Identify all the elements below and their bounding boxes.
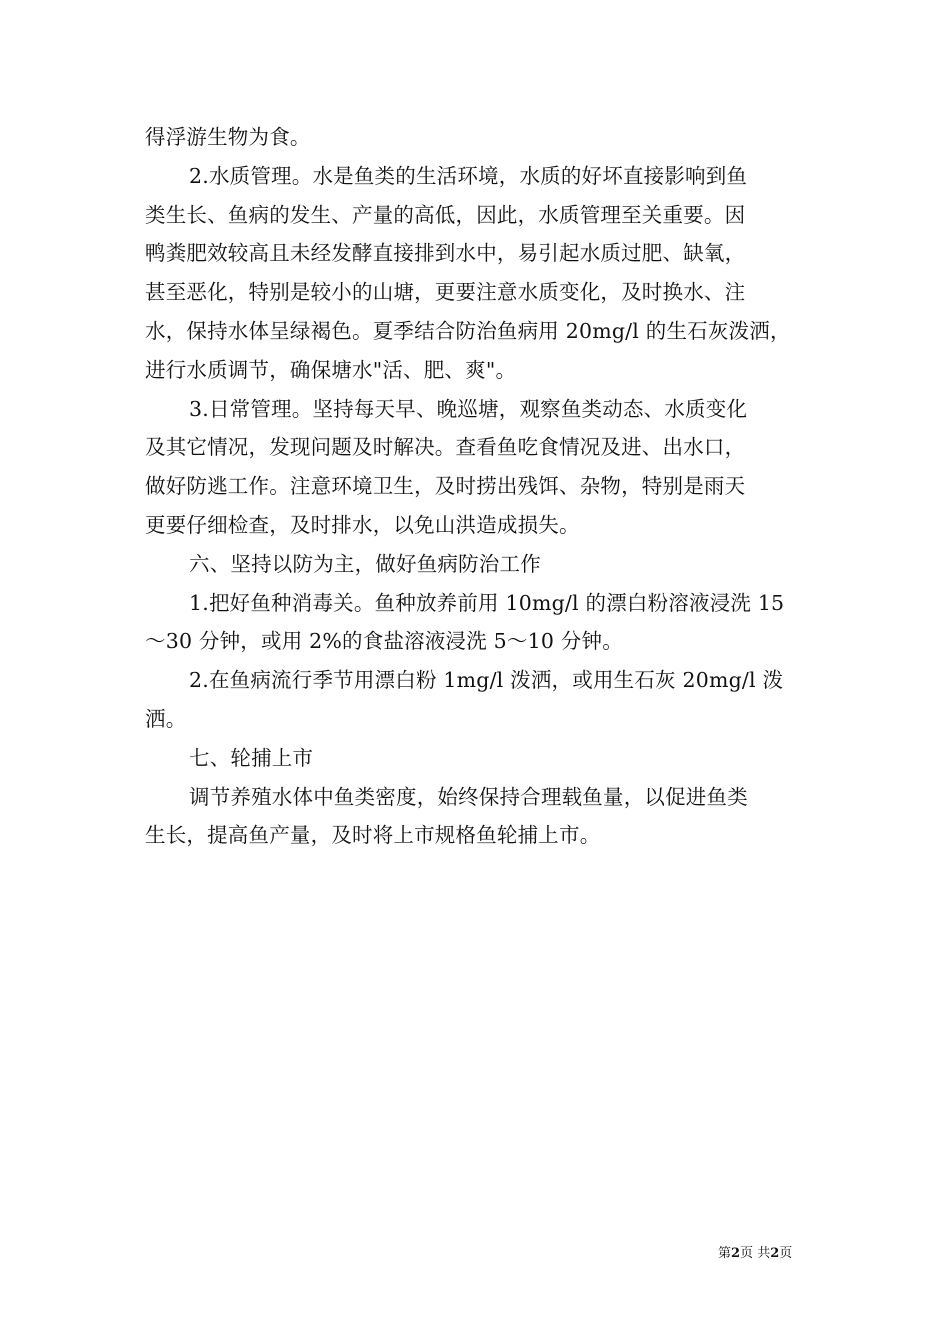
text-line: 水，保持水体呈绿褐色。夏季结合防治鱼病用 20mg/l 的生石灰泼洒， — [145, 318, 791, 343]
text-line: 六、坚持以防为主，做好鱼病防治工作 — [189, 551, 541, 576]
text-line: 进行水质调节，确保塘水"活、肥、爽"。 — [145, 357, 517, 382]
page-footer — [718, 1245, 792, 1263]
footer-total-pages: 2 — [770, 1246, 780, 1261]
text-line: 及其它情况，发现问题及时解决。查看鱼吃食情况及进、出水口， — [145, 435, 746, 460]
footer-prefix: 第 — [718, 1246, 732, 1261]
text-line: 得浮游生物为食。 — [145, 125, 311, 149]
text-line: 调节养殖水体中鱼类密度，始终保持合理载鱼量，以促进鱼类 — [189, 784, 748, 809]
text-line: 3.日常管理。坚持每天早、晚巡塘，观察鱼类动态、水质变化 — [189, 396, 748, 421]
footer-middle: 页 共 — [740, 1246, 771, 1261]
text-line: ～30 分钟，或用 2%的食盐溶液浸洗 5～10 分钟。 — [145, 629, 623, 654]
text-line: 鸭粪肥效较高且未经发酵直接排到水中，易引起水质过肥、缺氧， — [145, 241, 746, 266]
text-line: 做好防逃工作。注意环境卫生，及时捞出残饵、杂物，特别是雨天 — [145, 474, 746, 499]
text-line: 2.水质管理。水是鱼类的生活环境，水质的好坏直接影响到鱼 — [189, 163, 748, 188]
text-line: 2.在鱼病流行季节用漂白粉 1mg/l 泼洒，或用生石灰 20mg/l 泼 — [189, 668, 784, 693]
document-body — [145, 118, 810, 855]
text-line: 更要仔细检查，及时排水，以免山洪造成损失。 — [145, 512, 580, 537]
text-line: 类生长、鱼病的发生、产量的高低，因此，水质管理至关重要。因 — [145, 202, 746, 227]
text-line: 1.把好鱼种消毒关。鱼种放养前用 10mg/l 的漂白粉溶液浸洗 15 — [189, 590, 785, 615]
text-line: 七、轮捕上市 — [189, 745, 314, 770]
text-line: 洒。 — [145, 706, 187, 731]
footer-current-page: 2 — [731, 1246, 741, 1261]
text-line: 生长，提高鱼产量，及时将上市规格鱼轮捕上市。 — [145, 823, 601, 848]
text-line: 甚至恶化，特别是较小的山塘，更要注意水质变化，及时换水、注 — [145, 280, 746, 305]
footer-suffix: 页 — [779, 1246, 793, 1261]
